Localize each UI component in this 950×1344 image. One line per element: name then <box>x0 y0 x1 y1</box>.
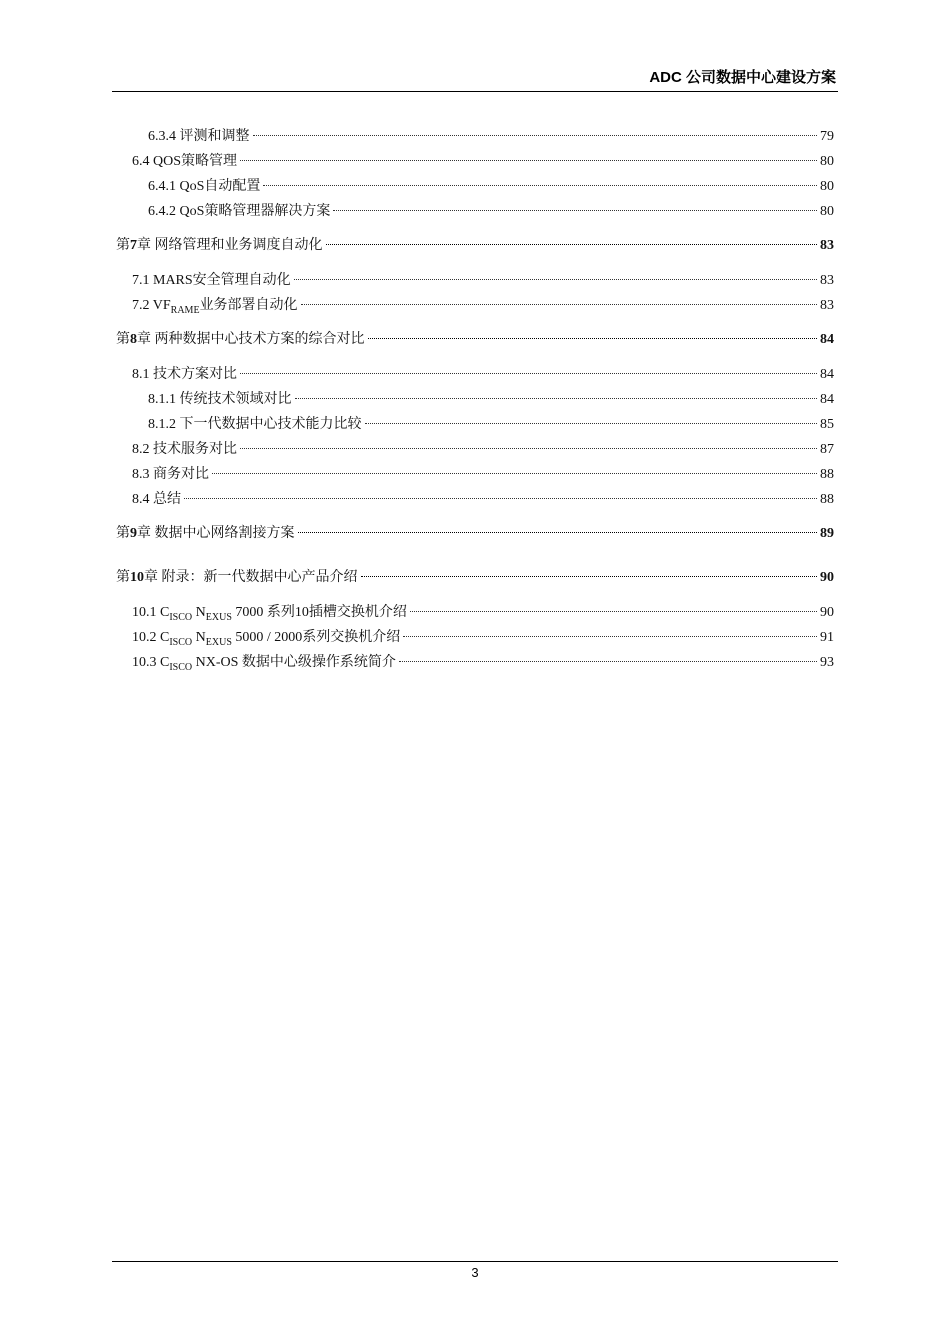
page-ref: 80 <box>820 154 834 169</box>
dot-leader <box>368 338 818 339</box>
toc-chapter-7[interactable]: 第7章 网络管理和业务调度自动化 83 <box>116 238 834 253</box>
page-ref: 87 <box>820 442 834 457</box>
dot-leader <box>365 423 818 424</box>
dot-leader <box>240 160 817 161</box>
toc-entry-10-2[interactable]: 10.2 $C_{ISCO}$ $N_{EXUS}$ 5000 / 2000系列交换机介绍 91 <box>132 630 834 648</box>
page-ref: 79 <box>820 129 834 144</box>
toc-chapter-8[interactable]: 第8章 两种数据中心技术方案的综合对比 84 <box>116 332 834 347</box>
page-ref: 91 <box>820 630 834 645</box>
page-ref: 90 <box>820 570 834 585</box>
toc-entry-8-2[interactable]: 8.2 技术服务对比 87 <box>132 442 834 457</box>
page-ref: 85 <box>820 417 834 432</box>
page-ref: 90 <box>820 605 834 620</box>
dot-leader <box>399 661 817 662</box>
toc-entry-10-3[interactable]: 10.3 $C_{ISCO}$ NX-OS 数据中心级操作系统简介 93 <box>132 655 834 673</box>
toc-entry-6-4-1[interactable]: 6.4.1 QoS自动配置 80 <box>148 179 834 194</box>
dot-leader <box>295 398 818 399</box>
page-ref: 84 <box>820 332 834 347</box>
header-divider <box>112 91 838 92</box>
page-ref: 83 <box>820 238 834 253</box>
dot-leader <box>240 373 817 374</box>
page-ref: 89 <box>820 526 834 541</box>
page-ref: 84 <box>820 392 834 407</box>
footer-divider <box>112 1261 838 1262</box>
dot-leader <box>326 244 818 245</box>
toc-entry-8-4[interactable]: 8.4 总结 88 <box>132 492 834 507</box>
toc-entry-10-1[interactable]: 10.1 $C_{ISCO}$ $N_{EXUS}$ 7000 系列10插槽交换机介绍 90 <box>132 605 834 623</box>
page-ref: 84 <box>820 367 834 382</box>
dot-leader <box>333 210 817 211</box>
dot-leader <box>361 576 818 577</box>
toc-chapter-10[interactable]: 第10章 附录：新一代数据中心产品介绍 90 <box>116 570 834 585</box>
page-ref: 83 <box>820 273 834 288</box>
dot-leader <box>263 185 817 186</box>
toc-entry-8-1-1[interactable]: 8.1.1 传统技术领域对比 84 <box>148 392 834 407</box>
toc-entry-6-4[interactable]: 6.4 QOS策略管理 80 <box>132 154 834 169</box>
page-ref: 88 <box>820 492 834 507</box>
page-number: 3 <box>471 1265 479 1280</box>
toc-entry-8-1[interactable]: 8.1 技术方案对比 84 <box>132 367 834 382</box>
dot-leader <box>403 636 817 637</box>
page-ref: 80 <box>820 179 834 194</box>
page-ref: 93 <box>820 655 834 670</box>
toc-entry-8-3[interactable]: 8.3 商务对比 88 <box>132 467 834 482</box>
toc-entry-6-4-2[interactable]: 6.4.2 QoS策略管理器解决方案 80 <box>148 204 834 219</box>
dot-leader <box>298 532 818 533</box>
dot-leader <box>301 304 817 305</box>
toc-chapter-9[interactable]: 第9章 数据中心网络割接方案 89 <box>116 526 834 541</box>
page-ref: 88 <box>820 467 834 482</box>
page-ref: 83 <box>820 298 834 313</box>
toc-entry-7-2[interactable]: 7.2 $VF_{RAME}$业务部署自动化 83 <box>132 298 834 316</box>
document-title: ADC 公司数据中心建设方案 <box>649 69 836 86</box>
toc-entry-8-1-2[interactable]: 8.1.2 下一代数据中心技术能力比较 85 <box>148 417 834 432</box>
dot-leader <box>184 498 817 499</box>
dot-leader <box>253 135 818 136</box>
dot-leader <box>410 611 817 612</box>
dot-leader <box>294 279 817 280</box>
toc-entry-6-3-4[interactable]: 6.3.4 评测和调整 79 <box>148 129 834 144</box>
toc-entry-7-1[interactable]: 7.1 MARS安全管理自动化 83 <box>132 273 834 288</box>
page-ref: 80 <box>820 204 834 219</box>
dot-leader <box>212 473 817 474</box>
dot-leader <box>240 448 817 449</box>
